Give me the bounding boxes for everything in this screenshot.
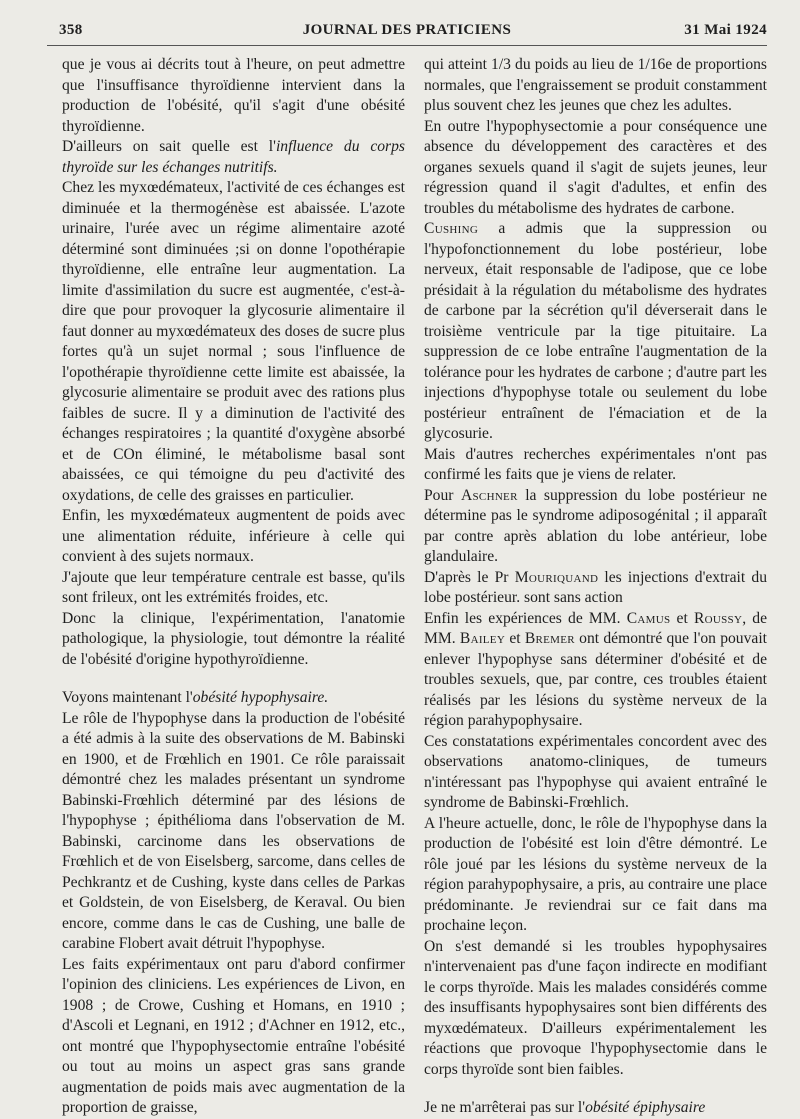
- paragraph: Cushing a admis que la suppression ou l'hypofonctionnement du lobe postérieur, lobe nerveux, était responsable de l'adipose, que ce lobe présidait à la régulation du métabolisme des hydrates de carbone par la sécrétion qu'il déverserait dans le troisième ventricule par la tige pituitaire. La suppression de ce lobe entraîne l'augmentation de la tolérance pour les hydrates de carbone ; d'autre part les injections d'hypophyse totale ou seulement du lobe postérieur entraînent de l'émaciation et de la glycosurie.: [424, 220, 767, 442]
- author-name: Bremer: [524, 630, 575, 647]
- journal-title: JOURNAL DES PRATICIENS: [302, 22, 512, 38]
- paragraph: Enfin, les myxœdémateux augmentent de poids avec une alimentation réduite, inférieure à celle qui convient à des sujets normaux.: [62, 507, 405, 565]
- paragraph: On s'est demandé si les troubles hypophysaires n'intervenaient pas d'une façon indirecte en modifiant le corps thyroïde. Mais les malades considérés comme des insuffisants hypophysaires sont bien différents des myxœdémateux. D'ailleurs expérimentalement les réactions que provoque l'hypophysectomie dans le corps thyroïde sont bien faibles.: [424, 937, 767, 1078]
- paragraph: En outre l'hypophysectomie a pour conséquence une absence du développement des caractères et des organes sexuels quand il s'agit de sujets jeunes, leur régression quand il s'agit d'adultes, et enfin des troubles du métabolisme des hydrates de carbone.: [424, 117, 767, 217]
- paragraph: Les faits expérimentaux ont paru d'abord confirmer l'opinion des cliniciens. Les expériences de Livon, en 1908 ; de Crowe, Cushing et Homans, en 1910 ; d'Ascoli et Legnani, en 1912 ; d'Achner en 1912, etc., ont montré que l'hypophysectomie entraîne l'obésité ou tout au moins un aspect gras sans grande augmentation de poids mais avec augmentation de la proportion de graisse,: [62, 955, 405, 1116]
- paragraph: que je vous ai décrits tout à l'heure, on peut admettre que l'insuffisance thyroïdienne intervient dans la production de l'obésité, qu'il s'agit d'une obésité thyroïdienne.: [62, 56, 405, 135]
- paragraph: D'après le Pr Mouriquand les injections d'extrait du lobe postérieur. sont sans action: [424, 568, 768, 606]
- section-intro: Voyons maintenant l'obésité hypophysaire.: [62, 689, 329, 706]
- italic-phrase: obésité épiphysaire: [585, 1099, 706, 1116]
- paragraph: A l'heure actuelle, donc, le rôle de l'hypophyse dans la production de l'obésité est loin d'être démontré. Le rôle joué par les lésions du système nerveux de la région parahypophysaire, a pris, au contraire une place prédominante. Je reviendrai sur ce fait dans ma prochaine leçon.: [424, 814, 767, 934]
- paragraph: Le rôle de l'hypophyse dans la production de l'obésité a été admis à la suite des observations de M. Babinski en 1900, et de Frœhlich en 1901. Ce rôle paraissait démontré chez les malades présentant un syndrome Babinski-Frœhlich déterminé par des lésions de l'hypophyse ; épithélioma dans l'observation de M. Babinski, carcinome dans les observations de Frœhlich et de von Eiselsberg, sarcome, dans celles de Pechkrantz et de Cushing, kyste dans celles de Parkas et Goldstein, de von Eiselsberg, de Keraval. Ou bien encore, comme dans le cas de Cushing, une balle de carabine Flobert avait détruit l'hypophyse.: [62, 709, 405, 952]
- author-name: Roussy: [693, 609, 743, 627]
- paragraph: Pour Aschner la suppression du lobe postérieur ne détermine pas le syndrome adiposogénital ; il apparaît par contre après ablation du lobe antérieur, lobe glandulaire.: [424, 486, 768, 565]
- paragraph: Enfin les expériences de MM. Camus et Roussy, de MM. Bailey et Bremer ont démontré que l'on pouvait enlever l'hypophyse sans déterminer d'obésité et de troubles sexuels, que, par contre, ces troubles étaient réalisés par les lésions du système nerveux de la région parahypophysaire.: [424, 609, 767, 729]
- author-name: Camus: [626, 609, 671, 627]
- author-name: Cushing: [424, 220, 479, 237]
- header-rule: [47, 45, 767, 46]
- paragraph: Je ne m'arrêterai pas sur l'obésité épiphysaire: [424, 1099, 706, 1116]
- left-column: [62, 55, 405, 1119]
- page-header: [47, 22, 767, 44]
- italic-phrase: influence du corps thyroïde sur les échanges nutritifs.: [62, 138, 405, 176]
- italic-phrase: obésité hypophysaire.: [192, 689, 329, 706]
- paragraph: Chez les myxœdémateux, l'activité de ces échanges est diminuée et la thermogénèse est abaissée. L'azote urinaire, l'urée avec un régime alimentaire azoté déterminé sont diminuées ;si on donne l'opothérapie thyroïdienne, elle entraîne leur augmentation. La limite d'assimilation du sucre est augmentée, c'est-à-dire que pour provoquer la glycosurie alimentaire il faut donner au myxœdémateux des doses de sucre plus fortes qu'à un sujet normal ; sous l'influence de l'opothérapie thyroïdienne cette limite est abaissée, la glycosurie alimentaire se produit avec des rations plus faibles de sucre. Il y a diminution de l'activité des échanges respiratoires ; la quantité d'oxygène absorbé et de COn éliminé, le métabolisme basal sont abaissées, ce qui témoigne du peu d'activité des oxydations, de celle des graisses en particulier.: [62, 179, 405, 504]
- paragraph: qui atteint 1/3 du poids au lieu de 1/16e de proportions normales, que l'engraissement se produit constamment plus souvent chez les jeunes que chez les adultes.: [424, 56, 767, 114]
- paragraph: Donc la clinique, l'expérimentation, l'anatomie pathologique, la physiologie, tout démontre la réalité de l'obésité d'origine hypothyroïdienne.: [62, 609, 405, 668]
- right-column: [424, 55, 767, 1119]
- author-name: Aschner: [460, 486, 518, 504]
- issue-date: 31 Mai 1924: [684, 22, 767, 38]
- author-name: Bailey: [459, 630, 506, 647]
- paragraph: J'ajoute que leur température centrale est basse, qu'ils sont frileux, ont les extrémités froides, etc.: [62, 568, 405, 606]
- paragraph: Mais d'autres recherches expérimentales n'ont pas confirmé les faits que je viens de relater.: [424, 445, 767, 483]
- author-name: Mouriquand: [514, 568, 599, 586]
- page-number: 358: [59, 22, 83, 38]
- paragraph: Ces constatations expérimentales concordent avec des observations anatomo-cliniques, de tumeurs n'intéressant pas l'hypophyse qui avaient entraîné le syndrome de Babinski-Frœhlich.: [424, 732, 767, 811]
- paragraph: D'ailleurs on sait quelle est l'influence du corps thyroïde sur les échanges nutritifs.: [62, 138, 405, 176]
